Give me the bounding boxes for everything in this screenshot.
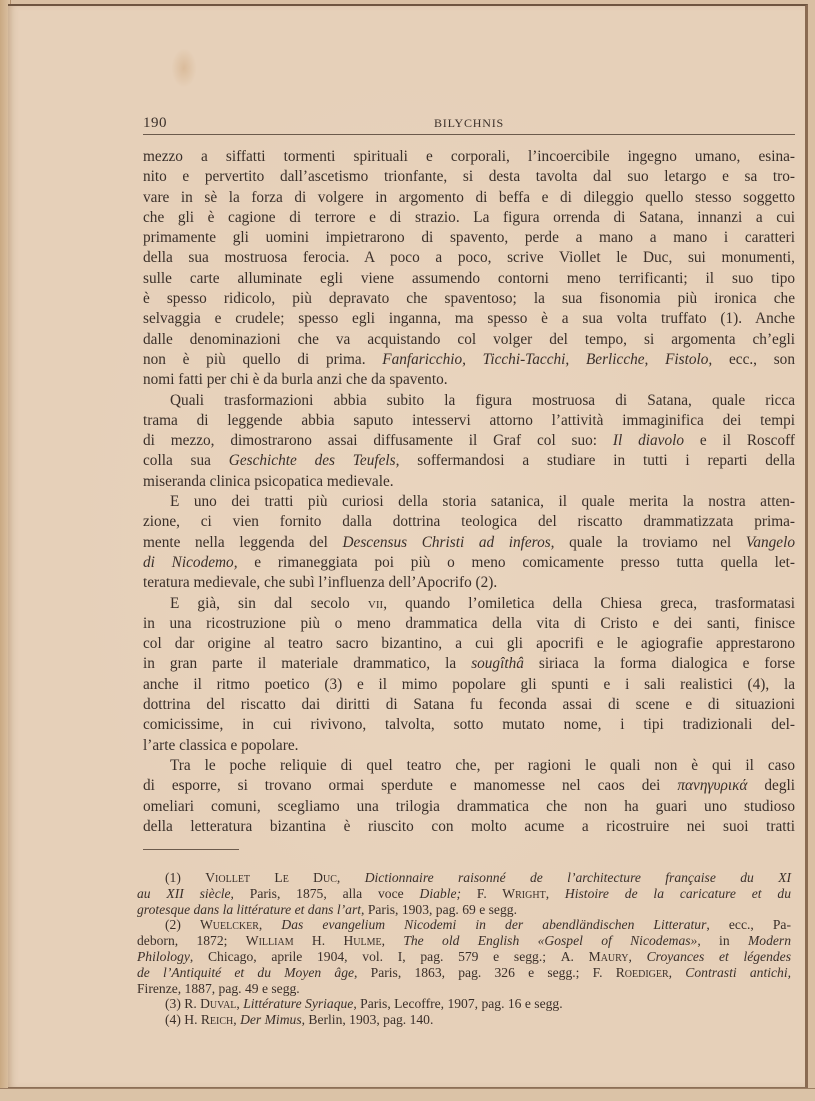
text-line: zione, ci vien fornito dalla dottrina teologica del riscatto drammatizzata prima- (143, 513, 795, 531)
page-content (137, 0, 795, 1088)
text-run: colla sua (143, 452, 229, 470)
footnote-author: Viollet Le Duc (205, 870, 337, 886)
text-line: omeliari comuni, scegliamo una trilogia drammatica che non ha guari uno studioso (143, 797, 795, 815)
text-line: E uno dei tratti più curiosi della storia satanica, il quale merita la nostra atten- (170, 493, 795, 511)
text-line: au XII siècle, Paris, 1875, alla voce Diable; F. Wright, Histoire de la caricature et du (137, 885, 791, 901)
book-title: Vangelo (745, 533, 795, 551)
text-run: ecc., son (712, 350, 795, 368)
footnotes (137, 870, 791, 1028)
footnote-4 (137, 1012, 791, 1028)
text-line: vare in sè la forza di volgere in argomento di beffa e di dileggio quello stesso soggetto (143, 188, 795, 206)
footnote-author: William H. Hulme (245, 933, 382, 949)
paragraph-2 (143, 391, 795, 492)
text-line: dalle denominazioni che va acquistando col volger del tempo, si argomenta ch’egli (143, 330, 795, 348)
text-run: mente nella leggenda del (143, 533, 343, 551)
footnote-title: Modern (747, 933, 791, 949)
century-numeral: vii (367, 594, 384, 612)
text-line: Quali trasformazioni abbia subito la figura mostruosa di Satana, quale ricca (170, 391, 795, 409)
text-run: , Paris, 1863, pag. 326 e segg.; (354, 964, 593, 980)
text-line: teratura medievale, che subì l’influenza dell’Apocrifo (2). (143, 574, 498, 592)
text-line: (4) H. Reich, Der Mimus, Berlin, 1903, pag. 140. (165, 1012, 434, 1028)
body-text (143, 147, 795, 837)
text-line: (2) Wuelcker, Das evangelium Nicodemi in der abendländischen Litteratur, ecc., Pa- (165, 917, 791, 933)
book-title: Descensus Christi ad inferos, (342, 533, 555, 551)
footnote-title: Das evangelium Nicodemi in der abendländischen Litteratur (281, 917, 707, 933)
footnote-title: Histoire de la caricature et du (564, 885, 791, 901)
text-run: soffermandosi a studiare in tutti i reparti della (399, 452, 795, 470)
text-line: (3) R. Duval, Littérature Syriaque, Paris, Lecoffre, 1907, pag. 16 e segg. (165, 996, 563, 1012)
footnote-title: de l’Antiquité et du Moyen âge (137, 964, 355, 980)
greek-term: πανηγυρικά (677, 777, 748, 795)
text-line: è spesso ridicolo, più depravato che spaventoso; la sua fisonomia più ironica che (143, 290, 795, 308)
text-run: , Chicago, aprile 1904, vol. I, pag. 579 e segg.; (189, 949, 561, 965)
footnote-author: A. Maury (560, 949, 629, 965)
paragraph-5 (143, 756, 795, 837)
text-run: e rimaneggiata poi più o meno comicamente presso tutta quella let- (237, 553, 795, 571)
syriac-term: sougîthâ (471, 655, 524, 673)
footnote-title: Littérature Syriaque (243, 996, 354, 1012)
paragraph-1 (143, 147, 795, 391)
text-line: col dar origine al teatro sacro bizantino, a cui gli apocrifi e le agiografie apprestarono (143, 635, 795, 653)
text-run: siriaca la forma dialogica e forse (523, 655, 795, 673)
text-run: , Paris, 1903, pag. 69 e segg. (361, 901, 517, 917)
text-line: Firenze, 1887, pag. 49 e segg. (137, 980, 300, 996)
footnote-author: Wuelcker (199, 917, 259, 933)
text-line: (1) Viollet Le Duc, Dictionnaire raisonné de l’architecture française du XI (165, 870, 792, 886)
footnote-separator (143, 849, 239, 850)
text-line: sulle carte alluminate egli viene assumendo contorni meno terrificanti; il suo tipo (143, 269, 795, 287)
text-line (143, 431, 795, 451)
footnote-author: F. Wright (461, 885, 546, 901)
text-line: dottrina del riscatto dai diritti di Satana fu feconda assai di scene e di situazioni (143, 696, 795, 714)
page-bottom-edge (0, 1088, 815, 1101)
footnote-title: Dictionnaire raisonné de l’architecture française du XI (364, 870, 792, 886)
text-line: trama di leggende abbia saputo intesservi attorno l’attività immaginifica dei tempi (143, 411, 795, 429)
text-line: selvaggia e crudele; spesso egli inganna, ma spesso è a sua volta truffato (1). Anche (143, 310, 795, 328)
text-line: in una ricostruzione più o meno drammatica della vita di Cristo e dei santi, finisce (143, 614, 795, 632)
text-line: l’arte classica e popolare. (143, 736, 299, 754)
text-run: , in (697, 933, 748, 949)
footnote-title: The old English «Gospel of Nicodemas» (403, 933, 698, 949)
text-line (143, 654, 795, 674)
footnote-number: (3) (165, 996, 185, 1012)
text-line: anche il ritmo poetico (3) e il mimo popolare gli spunti e i sali realistici (4), la (143, 675, 795, 693)
text-run: e il Roscoff (684, 432, 795, 450)
footnote-number: (1) (165, 870, 206, 886)
text-line: miseranda clinica psicopatica medievale. (143, 472, 394, 490)
book-title: Il diavolo (612, 432, 684, 450)
text-line: deborn, 1872; William H. Hulme, The old English «Gospel of Nicodemas», in Modern (137, 933, 791, 949)
footnote-title: Croyances et légendes (646, 949, 792, 965)
text-line: de l’Antiquité et du Moyen âge, Paris, 1863, pag. 326 e segg.; F. Roediger, Contrasti antichi, (137, 964, 792, 980)
footnote-number: (2) (165, 917, 200, 933)
text-line: Tra le poche reliquie di quel teatro che, per ragioni le quali non è qui il caso (170, 756, 795, 774)
text-line: comicissime, in cui rivivono, talvolta, sotto mutato nome, i tipi tradizionali del- (143, 716, 795, 734)
text-line (137, 902, 791, 918)
devil-names: Fanfaricchio, Ticchi-Tacchi, Berlicche, Fistolo, (382, 350, 713, 368)
text-line: nito e pervertito dall’ascetismo trionfante, si desta tavolta dal suo letargo e sa tro- (143, 168, 795, 186)
text-line: della sua mostruosa ferocia. A poco a poco, scrive Viollet le Duc, sui monumenti, (143, 249, 795, 267)
running-title: BILYCHNIS (433, 116, 504, 130)
text-line (143, 553, 795, 573)
text-run: E già, sin dal secolo (170, 594, 368, 612)
text-line: che gli è cagione di terrore e di strazio. La figura orrenda di Satana, innanzi a cui (143, 208, 795, 226)
text-line: della letteratura bizantina è riuscito con molto acume a ricostruire nei suoi tratti (143, 817, 795, 835)
text-run: , ecc., Pa- (706, 917, 791, 933)
text-line (143, 594, 795, 614)
footnote-title: Diable; (419, 885, 462, 901)
footnote-author: R. Duval (184, 996, 237, 1012)
text-line (143, 776, 795, 796)
text-line: mezzo a siffatti tormenti spirituali e corporali, l’incoercibile ingegno umano, esina- (143, 148, 795, 165)
text-line: nomi fatti per chi è da burla anzi che da spavento. (143, 371, 448, 389)
text-run: , Berlin, 1903, pag. 140. (301, 1012, 434, 1028)
text-line (143, 533, 795, 553)
footnote-title: Contrasti antichi, (685, 964, 792, 980)
text-run: di esporre, si trovano ormai sperdute e manomesse nel caos dei (143, 777, 678, 795)
text-line: Philology, Chicago, aprile 1904, vol. I, pag. 579 e segg.; A. Maury, Croyances et légendes (137, 949, 792, 965)
footnote-title: au XII siècle (137, 885, 231, 901)
paragraph-3 (143, 492, 795, 593)
book-title: di Nicodemo, (143, 553, 238, 571)
footnote-author: H. Reich (184, 1012, 234, 1028)
footnote-1 (137, 870, 791, 917)
text-run: degli (747, 777, 795, 795)
footnote-author: F. Roediger (592, 964, 669, 980)
text-run: in gran parte il materiale drammatico, la (143, 655, 472, 673)
text-run: quale la troviamo nel (554, 533, 746, 551)
book-title: Geschichte des Teufels, (228, 452, 400, 470)
text-run: di mezzo, dimostrarono assai diffusamente il Graf col suo: (143, 432, 613, 450)
text-line: primamente gli uomini impietrarono di spavento, perde a mano a mano i caratteri (143, 229, 795, 247)
text-run: deborn, 1872; (137, 933, 246, 949)
footnote-title: Der Mimus (240, 1012, 302, 1028)
page-header (143, 114, 795, 135)
text-run: non è più quello di prima. (143, 350, 383, 368)
footnote-2 (137, 917, 791, 996)
page-number: 190 (143, 115, 167, 131)
text-line (143, 350, 795, 370)
text-run: , Paris, 1875, alla voce (230, 885, 420, 901)
text-run: , Paris, Lecoffre, 1907, pag. 16 e segg. (353, 996, 563, 1012)
footnote-number: (4) (165, 1012, 185, 1028)
footnote-title: Philology (137, 949, 190, 965)
text-run: , quando l’omiletica della Chiesa greca, trasformatasi (383, 594, 795, 612)
paragraph-4 (143, 594, 795, 756)
footnote-title: grotesque dans la littérature et dans l’art (137, 901, 362, 917)
footnote-3 (137, 996, 791, 1012)
text-line (143, 451, 795, 471)
